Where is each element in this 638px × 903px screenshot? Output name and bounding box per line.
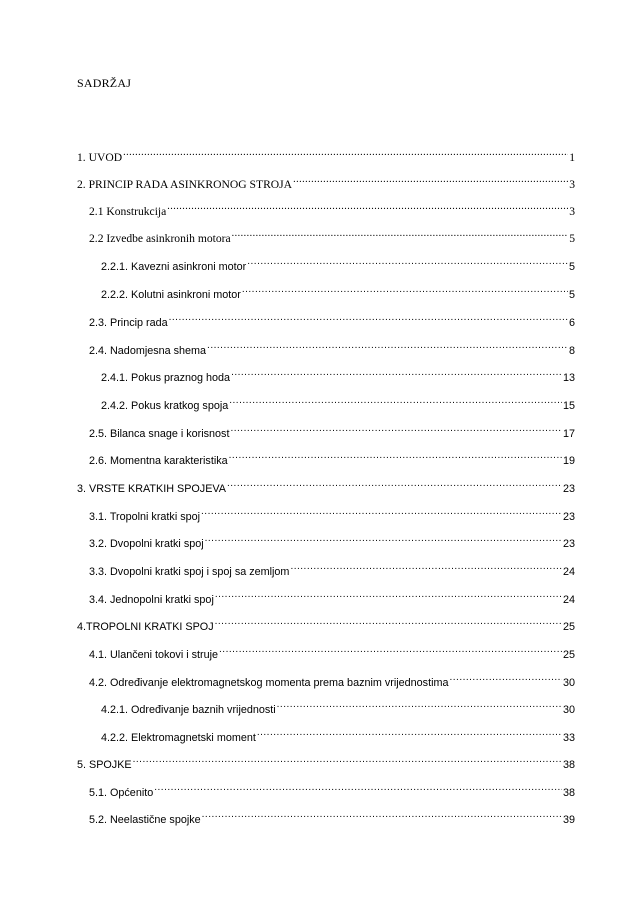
toc-entry-label: 3.2. Dvopolni kratki spoj xyxy=(89,538,204,550)
dot-leader xyxy=(257,727,562,741)
toc-entry[interactable] xyxy=(101,395,575,413)
toc-entry-label: 2.1 Konstrukcija xyxy=(89,205,167,218)
toc-entry-page: 17 xyxy=(562,428,575,440)
toc-entry-label: 4.2.2. Elektromagnetski moment xyxy=(101,732,256,744)
toc-entry-page: 5 xyxy=(569,232,575,245)
toc-entry[interactable] xyxy=(77,174,575,192)
toc-entry-page: 24 xyxy=(562,566,575,578)
toc-entry[interactable] xyxy=(101,699,575,717)
toc-entry-label: 2.4.1. Pokus praznog hoda xyxy=(101,372,231,384)
page-title: SADRŽAJ xyxy=(77,76,132,90)
toc-entry-page: 30 xyxy=(562,704,575,716)
toc-entry[interactable] xyxy=(89,533,575,551)
toc-entry-page: 3 xyxy=(569,178,575,191)
toc-entry[interactable] xyxy=(89,450,575,468)
toc-entry-page: 38 xyxy=(562,759,575,771)
toc-entry[interactable] xyxy=(101,727,575,745)
toc-entry-page: 15 xyxy=(562,400,575,412)
toc-entry-page: 13 xyxy=(562,372,575,384)
toc-entry-label: 2.3. Princip rada xyxy=(89,317,168,329)
dot-leader xyxy=(215,616,562,630)
toc-entry-page: 24 xyxy=(562,594,575,606)
toc-entry[interactable] xyxy=(89,506,575,524)
toc-entry[interactable] xyxy=(101,367,575,385)
toc-entry-page: 6 xyxy=(568,317,575,329)
toc-entry-page: 38 xyxy=(562,787,575,799)
toc-entry-label: 5.2. Neelastične spojke xyxy=(89,814,201,826)
dot-leader xyxy=(167,201,568,215)
toc-entry[interactable] xyxy=(89,340,575,358)
toc-entry[interactable] xyxy=(89,561,575,579)
dot-leader xyxy=(277,699,562,713)
toc-entry-label: 1. UVOD xyxy=(77,151,123,164)
toc-entry-label: 4.2.1. Određivanje baznih vrijednosti xyxy=(101,704,276,716)
toc-entry[interactable] xyxy=(89,228,575,246)
toc-entry-label: 3.3. Dvopolni kratki spoj i spoj sa zemljom xyxy=(89,566,290,578)
dot-leader xyxy=(169,312,568,326)
toc-entry-label: 2. PRINCIP RADA ASINKRONOG STROJA xyxy=(77,178,293,191)
toc-entry[interactable] xyxy=(77,616,575,634)
toc-entry-page: 23 xyxy=(562,483,575,495)
toc-entry[interactable] xyxy=(89,589,575,607)
toc-entry-label: 3.1. Tropolni kratki spoj xyxy=(89,511,201,523)
toc-entry-label: 2.4. Nadomjesna shema xyxy=(89,345,207,357)
toc-entry-page: 23 xyxy=(562,538,575,550)
dot-leader xyxy=(231,367,562,381)
dot-leader xyxy=(293,174,568,188)
toc-entry[interactable] xyxy=(101,284,575,302)
toc-entry[interactable] xyxy=(89,644,575,662)
dot-leader xyxy=(154,782,562,796)
toc-entry[interactable] xyxy=(101,256,575,274)
toc-entry-label: 3. VRSTE KRATKIH SPOJEVA xyxy=(77,483,226,495)
toc-entry-page: 3 xyxy=(569,205,575,218)
toc-entry-page: 8 xyxy=(568,345,575,357)
dot-leader xyxy=(449,672,562,686)
toc-entry-page: 25 xyxy=(562,649,575,661)
dot-leader xyxy=(229,450,562,464)
dot-leader xyxy=(219,644,562,658)
dot-leader xyxy=(123,147,568,161)
toc-entry[interactable] xyxy=(89,672,575,690)
toc-entry-page: 5 xyxy=(568,289,575,301)
dot-leader xyxy=(207,340,568,354)
dot-leader xyxy=(133,754,562,768)
toc-entry-label: 3.4. Jednopolni kratki spoj xyxy=(89,594,214,606)
toc-entry[interactable] xyxy=(89,782,575,800)
toc-entry[interactable] xyxy=(89,423,575,441)
dot-leader xyxy=(290,561,562,575)
dot-leader xyxy=(215,589,562,603)
toc-entry-label: 4.1. Ulančeni tokovi i struje xyxy=(89,649,219,661)
toc-entry[interactable] xyxy=(77,147,575,165)
toc-entry-label: 4.2. Određivanje elektromagnetskog momenta prema baznim vrijednostima xyxy=(89,677,449,689)
toc-entry-label: 2.6. Momentna karakteristika xyxy=(89,455,228,467)
toc-entry[interactable] xyxy=(89,312,575,330)
toc-entry-label: 4.TROPOLNI KRATKI SPOJ xyxy=(77,621,214,633)
toc-entry-page: 23 xyxy=(562,511,575,523)
toc-entry[interactable] xyxy=(77,754,575,772)
toc-entry-page: 33 xyxy=(562,732,575,744)
toc-entry[interactable] xyxy=(77,478,575,496)
toc-entry-label: 2.2.1. Kavezni asinkroni motor xyxy=(101,261,247,273)
toc-entry-page: 30 xyxy=(562,677,575,689)
dot-leader xyxy=(242,284,568,298)
toc-entry-label: 5.1. Općenito xyxy=(89,787,154,799)
dot-leader xyxy=(230,423,562,437)
toc-entry-page: 1 xyxy=(569,151,575,164)
dot-leader xyxy=(227,478,562,492)
toc-entry-page: 5 xyxy=(568,261,575,273)
toc-entry-label: 2.2 Izvedbe asinkronih motora xyxy=(89,232,231,245)
toc-entry-label: 5. SPOJKE xyxy=(77,759,132,771)
toc-entry-page: 39 xyxy=(562,814,575,826)
dot-leader xyxy=(201,506,562,520)
toc-entry-page: 19 xyxy=(562,455,575,467)
dot-leader xyxy=(205,533,562,547)
dot-leader xyxy=(229,395,562,409)
dot-leader xyxy=(247,256,568,270)
toc-entry-page: 25 xyxy=(562,621,575,633)
toc-entry-label: 2.2.2. Kolutni asinkroni motor xyxy=(101,289,241,301)
toc-entry-label: 2.5. Bilanca snage i korisnost xyxy=(89,428,230,440)
toc-entry[interactable] xyxy=(89,201,575,219)
dot-leader xyxy=(202,809,562,823)
dot-leader xyxy=(232,228,569,242)
toc-entry-label: 2.4.2. Pokus kratkog spoja xyxy=(101,400,229,412)
toc-entry[interactable] xyxy=(89,809,575,827)
